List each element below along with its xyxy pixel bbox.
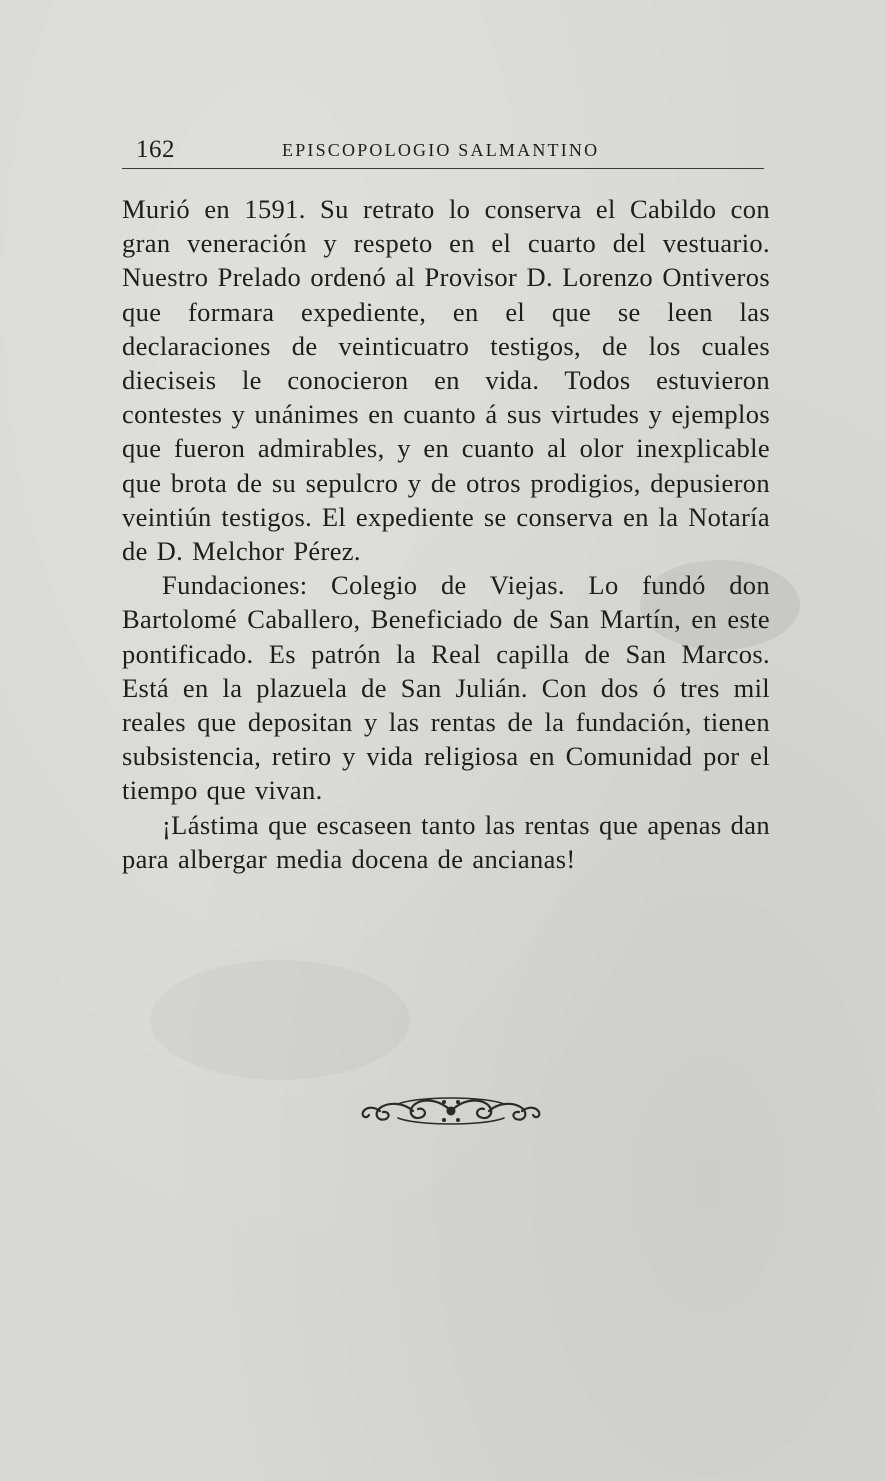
body-text (122, 192, 770, 876)
page-number: 162 (136, 136, 175, 163)
running-title: EPISCOPOLOGIO SALMANTINO (282, 140, 600, 160)
paragraph-foundations: Fundaciones: Colegio de Viejas. Lo fundó don Bartolomé Caballero, Beneficiado de San Martín, en este pontificado. Es patrón la Real capilla de San Marcos. Está en la plazuela de San Julián. Con dos ó tres mil reales que depositan y las rentas de la fundación, tienen subsistencia, retiro y vida religiosa en Comunidad por el tiempo que vivan. (122, 570, 770, 806)
paragraph-death-and-portrait: Murió en 1591. Su retrato lo conserva el Cabildo con gran veneración y respeto en el cuarto del vestuario. Nuestro Prelado ordenó al Provisor D. Lorenzo Ontiveros que formara expediente, en el que se leen las declaraciones de veinticuatro testigos, de los cuales dieciseis le conocieron en vida. Todos estuvieron contestes y unánimes en cuanto á sus virtudes y ejemplos que fueron admirables, y en cuanto al olor inexplicable que brota de su sepulcro y de otros prodigios, depusieron veintiún testigos. El expediente se conserva en la Notaría de D. Melchor Pérez. (122, 194, 770, 567)
running-head (122, 136, 764, 169)
scroll-ornament-icon (358, 1094, 544, 1128)
paper-stain (150, 960, 410, 1080)
paragraph-lament: ¡Lástima que escaseen tanto las rentas que apenas dan para albergar media docena de ancianas! (122, 809, 770, 874)
